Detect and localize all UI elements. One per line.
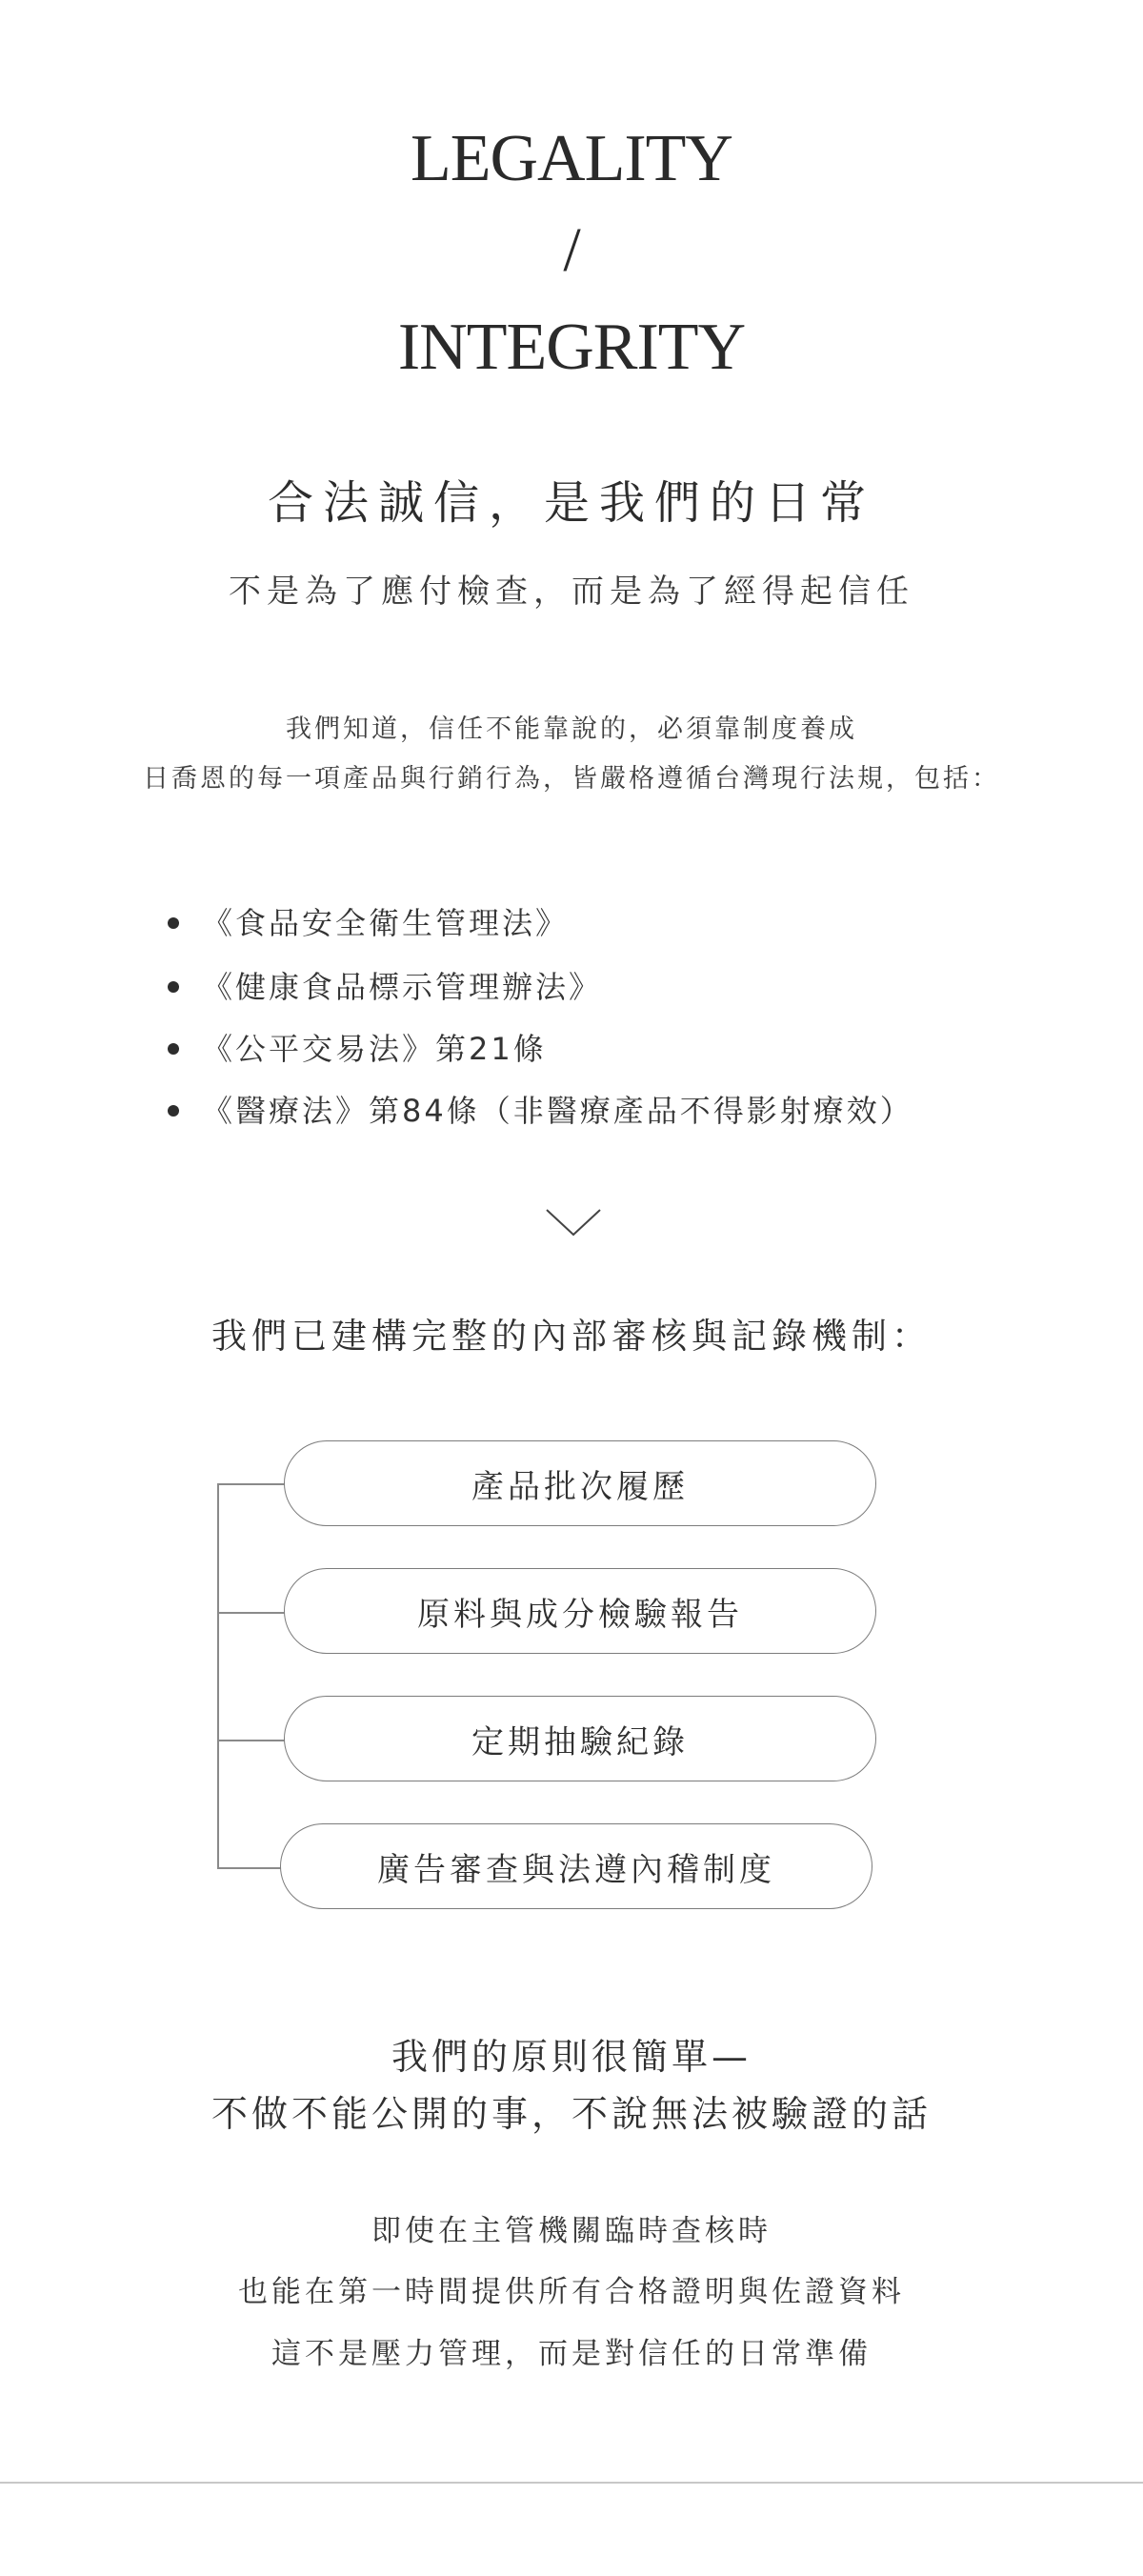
title-legality: LEGALITY <box>410 122 732 195</box>
law-list-item <box>202 1093 913 1129</box>
closing-line3: 這不是壓力管理，而是對信任的日常準備 <box>271 2337 872 2371</box>
principle-line2: 不做不能公開的事，不說無法被驗證的話 <box>211 2093 932 2135</box>
bullet-icon <box>168 1105 179 1117</box>
mechanism-item-label: 原料與成分檢驗報告 <box>417 1595 743 1634</box>
mechanism-title: 我們已建構完整的內部審核與記錄機制： <box>211 1316 932 1357</box>
title-integrity: INTEGRITY <box>397 311 746 384</box>
mechanism-item-pill <box>284 1440 876 1526</box>
intro-headline: 合法誠信，是我們的日常 <box>267 476 875 530</box>
closing-line2: 也能在第一時間提供所有合格證明與佐證資料 <box>238 2275 905 2309</box>
bullet-icon <box>168 917 179 929</box>
law-label: 《醫療法》第84條（非醫療產品不得影射療效） <box>202 1093 913 1129</box>
footer-divider <box>0 2482 1143 2484</box>
law-list-item <box>202 969 603 1005</box>
bracket-tick <box>217 1867 282 1869</box>
intro-body-line2: 日喬恩的每一項產品與行銷行為，皆嚴格遵循台灣現行法規，包括： <box>143 764 1000 794</box>
law-label: 《食品安全衛生管理法》 <box>202 905 570 941</box>
mechanism-item-pill <box>284 1568 876 1654</box>
law-list-item <box>202 905 570 941</box>
bracket-tick <box>217 1612 286 1614</box>
bracket-tick <box>217 1483 286 1485</box>
bullet-icon <box>168 1043 179 1055</box>
intro-subheadline: 不是為了應付檢查，而是為了經得起信任 <box>229 573 914 611</box>
bracket-tick <box>217 1740 286 1741</box>
mechanism-item-pill <box>284 1696 876 1781</box>
mechanism-item-pill <box>280 1823 872 1909</box>
intro-body-line1: 我們知道，信任不能靠說的，必須靠制度養成 <box>286 714 857 744</box>
law-list-item <box>202 1031 547 1067</box>
mechanism-item-label: 定期抽驗紀錄 <box>471 1722 689 1761</box>
mechanism-item-label: 廣告審查與法遵內稽制度 <box>377 1850 775 1889</box>
closing-line1: 即使在主管機關臨時查核時 <box>371 2214 772 2248</box>
principle-line1: 我們的原則很簡單— <box>391 2036 752 2078</box>
law-label: 《公平交易法》第21條 <box>202 1031 547 1067</box>
title-separator: / <box>563 215 580 285</box>
mechanism-item-label: 產品批次履歷 <box>471 1467 689 1506</box>
bracket-vertical-line <box>217 1483 219 1868</box>
law-label: 《健康食品標示管理辦法》 <box>202 969 603 1005</box>
chevron-down-icon <box>545 1206 602 1240</box>
bullet-icon <box>168 981 179 993</box>
